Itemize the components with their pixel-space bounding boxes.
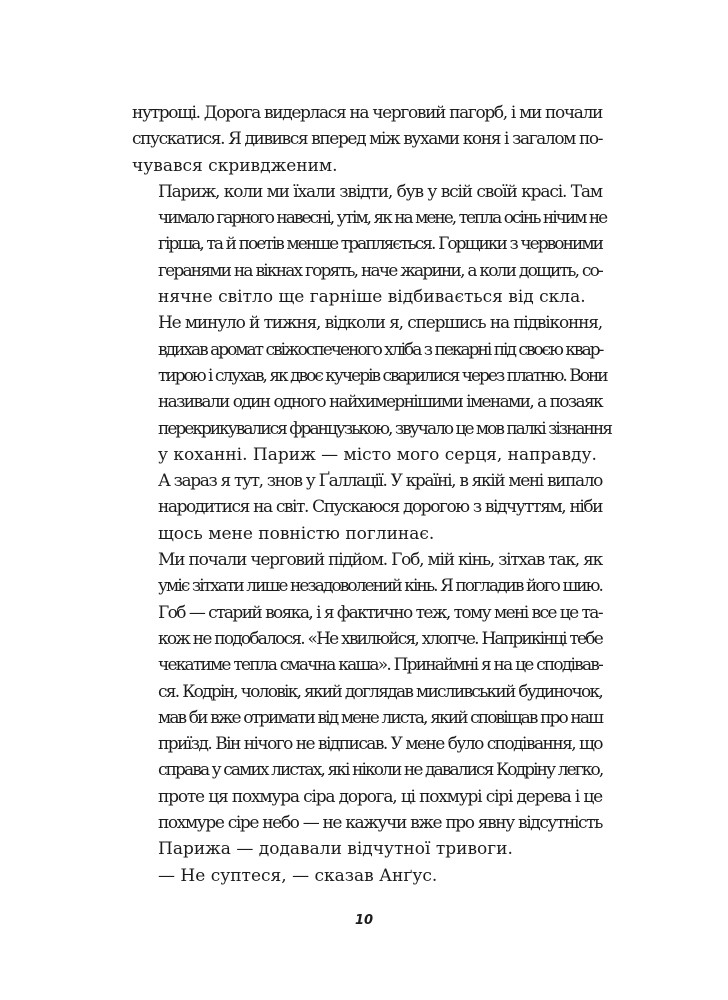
text-line: чекатиме тепла смачна каша». Принаймні я на це сподівав- [158, 655, 602, 676]
text-line: Ми почали черговий підйом. Гоб, мій кінь, зітхав так, як [158, 550, 602, 571]
text-line: Не минуло й тижня, відколи я, спершись на підвіконня, [158, 313, 602, 334]
text-line: мав би вже отримати від мене листа, який сповіщав про наш [158, 707, 602, 728]
text-line: перекрикувалися французькою, звучало це мов палкі зізнання [158, 418, 611, 439]
text-line: тирою і слухав, як двоє кучерів сварилися через платню. Вони [158, 365, 607, 386]
text-line: геранями на вікнах горять, наче жарини, а коли дощить, со- [158, 260, 602, 281]
body-text [132, 100, 611, 889]
text-line: проте ця похмура сіра дорога, ці похмурі сірі дерева і це [158, 786, 602, 807]
text-line: Гоб — старий вояка, і я фактично теж, тому мені все це та- [158, 602, 602, 623]
paragraph [132, 468, 602, 547]
text-line: чимало гарного навесні, утім, як на мене, тепла осінь нічим не [158, 208, 607, 229]
text-line: нячне світло ще гарніше відбивається від скла. [158, 287, 586, 308]
text-line: називали один одного найхимернішими іменами, а позаяк [158, 392, 602, 413]
paragraph [132, 547, 602, 863]
text-line: народитися на світ. Спускаюся дорогою з відчуттям, ніби [158, 497, 602, 518]
text-line: нутрощі. Дорога видерлася на черговий пагорб, і ми почали [132, 103, 602, 123]
paragraph [132, 863, 602, 889]
text-line: приїзд. Він нічого не відписав. У мене було сподівання, що [158, 734, 602, 755]
text-line: ся. Кодрін, чоловік, який доглядав мисливський будиночок, [158, 681, 602, 702]
page-number: 10 [354, 913, 374, 928]
text-line: А зараз я тут, знов у Ґаллації. У країні, в якій мені випало [158, 471, 602, 492]
text-line: спускатися. Я дивився вперед між вухами коня і загалом по- [132, 129, 603, 150]
text-line: у коханні. Париж — місто мого серця, направду. [158, 444, 597, 465]
text-line: щось мене повністю поглинає. [158, 523, 435, 544]
text-line: вдихав аромат свіжоспеченого хліба з пекарні під своєю квар- [158, 339, 603, 360]
text-line: чувався скривдженим. [132, 155, 338, 176]
text-line: кож не подобалося. «Не хвилюйся, хлопче. Наприкінці тебе [158, 628, 602, 649]
paragraph [132, 179, 607, 310]
text-line: справа у самих листах, які ніколи не давалися Кодріну легко, [158, 760, 603, 781]
text-line: похмуре сіре небо — не кажучи вже про явну відсутність [158, 813, 602, 834]
text-line: гірша, та й поетів менше трапляється. Горщики з червоними [158, 234, 602, 255]
text-line: Парижа — додавали відчутної тривоги. [158, 839, 513, 860]
text-line: уміє зітхати лише незадоволений кінь. Я погладив його шию. [158, 576, 602, 597]
paragraph [132, 100, 602, 179]
text-line: — Не суптеся, — сказав Анґус. [158, 865, 438, 886]
text-line: Париж, коли ми їхали звідти, був у всій своїй красі. Там [158, 181, 602, 202]
paragraph [132, 310, 611, 468]
